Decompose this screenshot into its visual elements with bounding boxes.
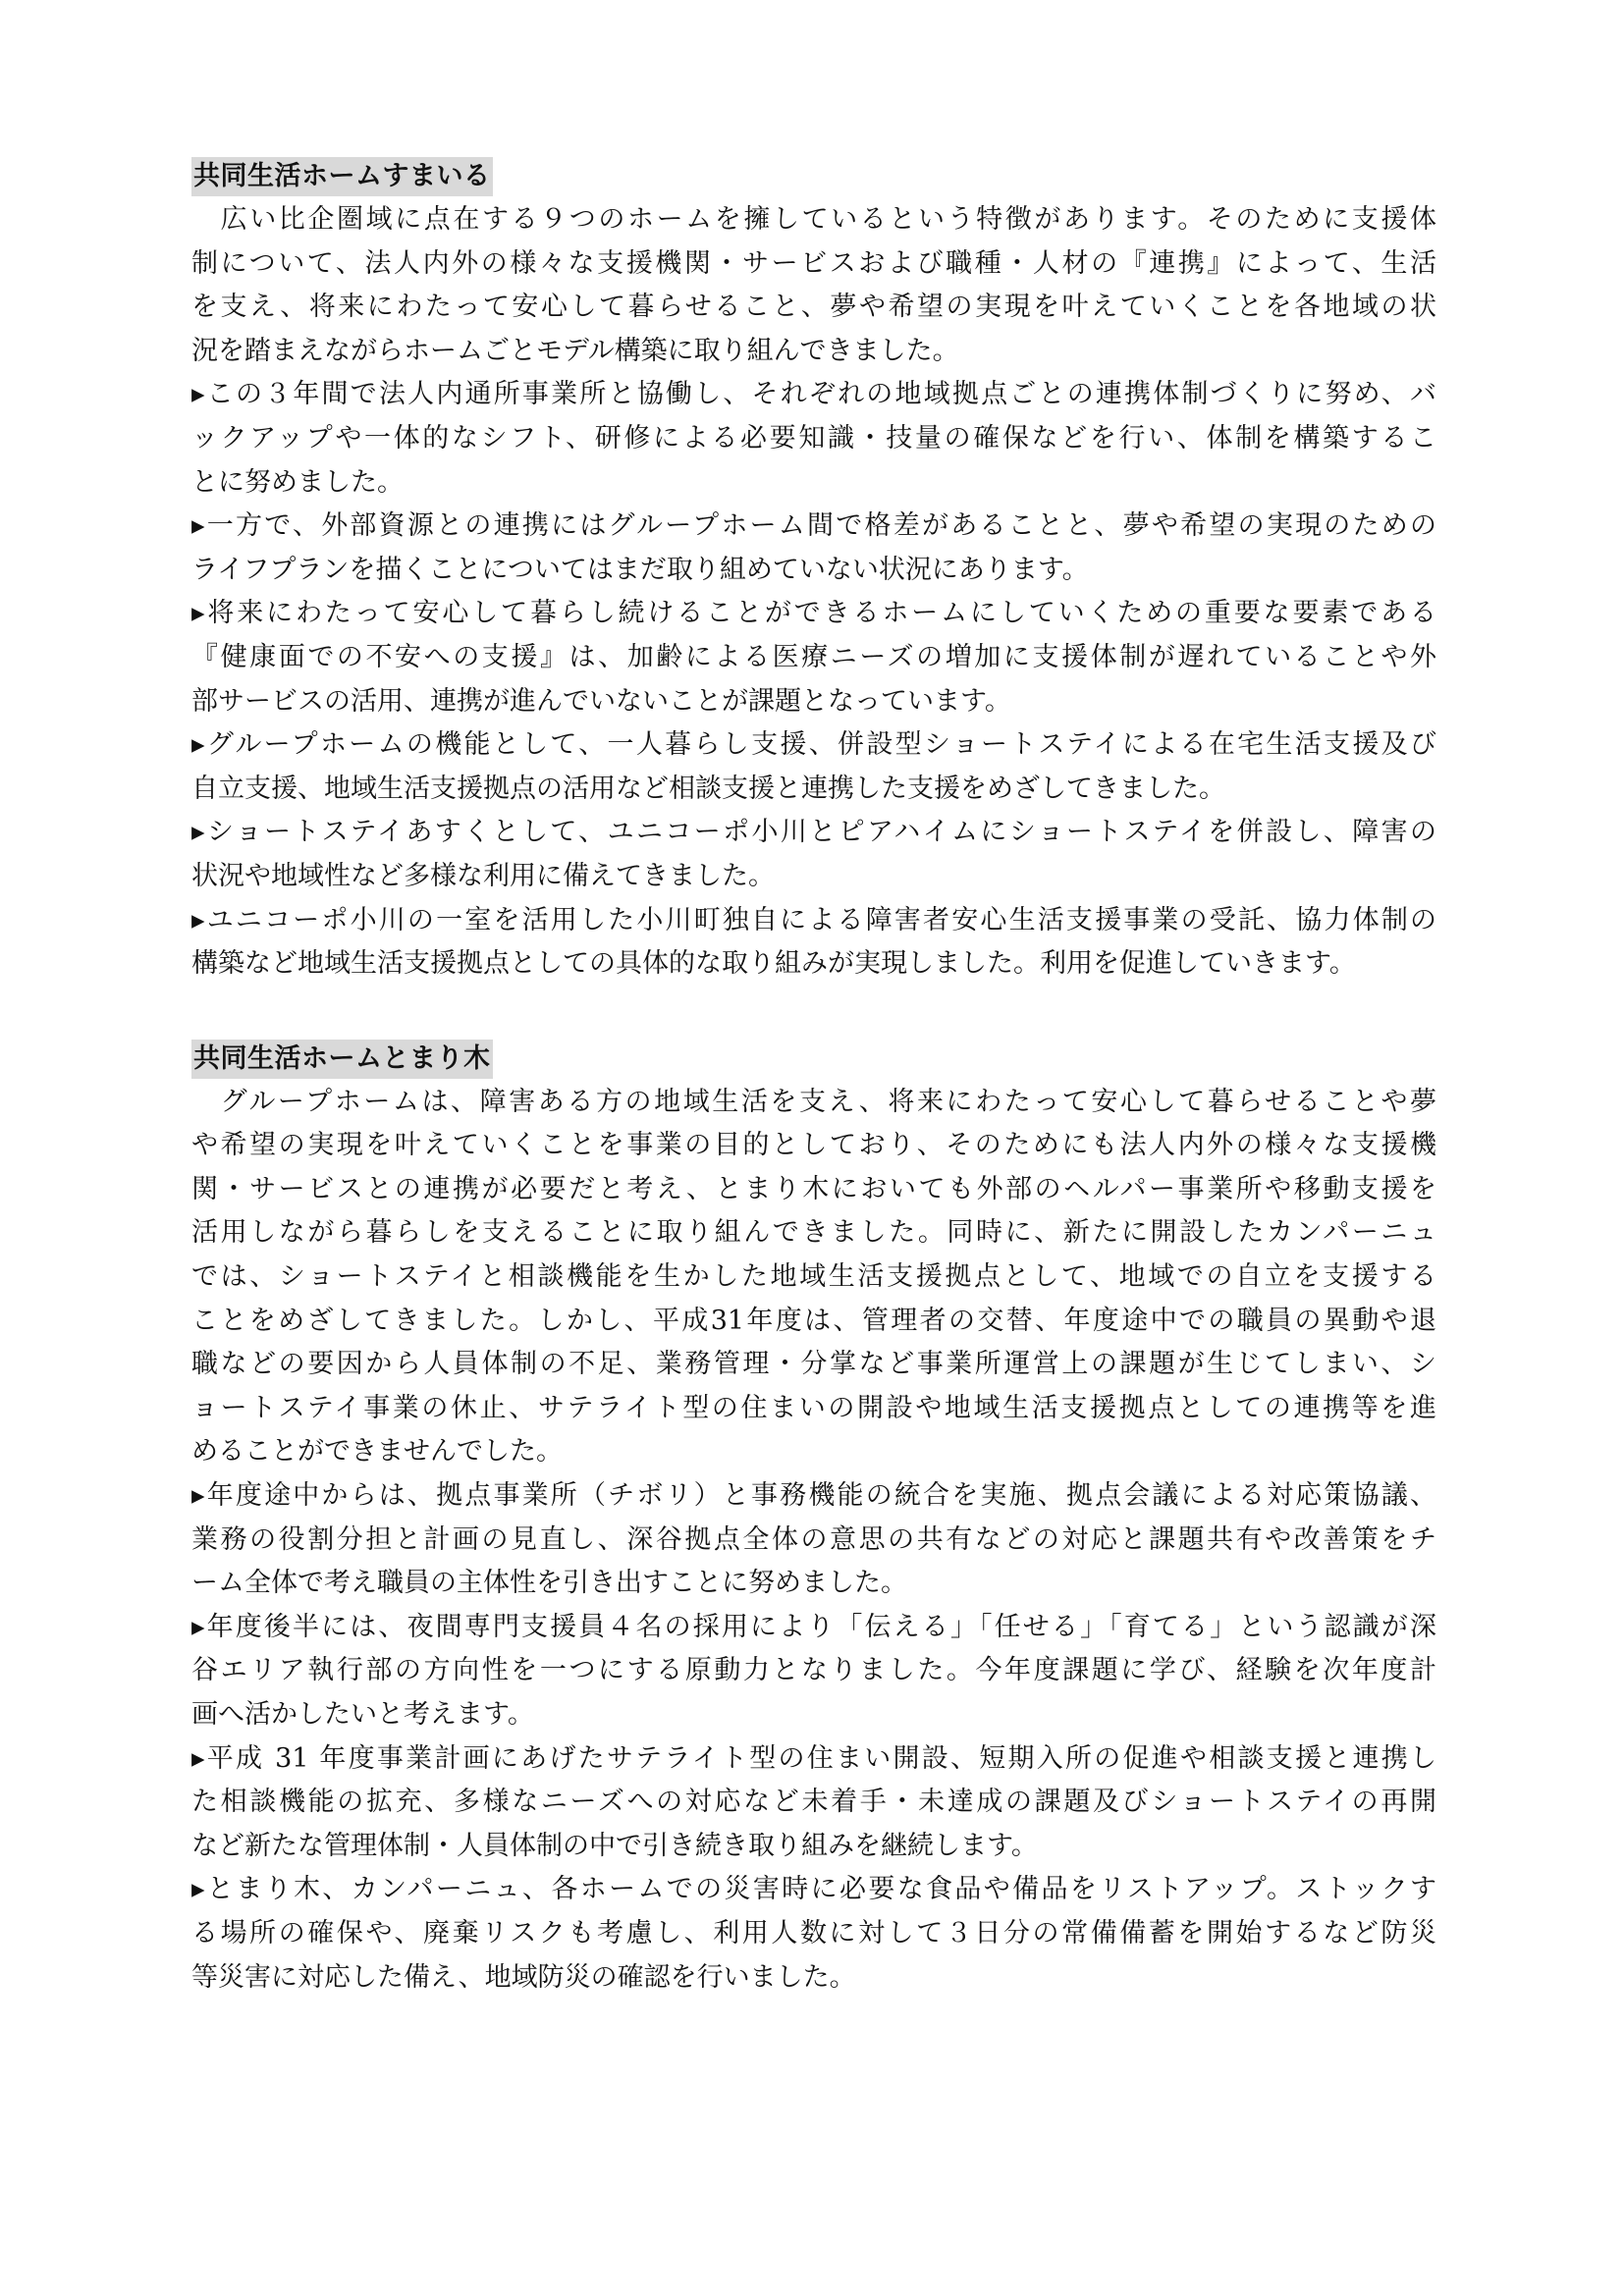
text-line: 業務の役割分担と計画の見直し、深谷拠点全体の意思の共有などの対応と課題共有や改善策をチ (191, 1523, 1436, 1555)
text-line: 自立支援、地域生活支援拠点の活用など相談支援と連携した支援をめざしてきました。 (191, 773, 1225, 804)
text-line: 『健康面での不安への支援』は、加齢による医療ニーズの増加に支援体制が遅れていることや外 (191, 641, 1436, 672)
text-line: めることができませんでした。 (191, 1436, 563, 1468)
text-line: 職などの要因から人員体制の不足、業務管理・分掌など事業所運営上の課題が生じてしまい、シ (191, 1349, 1436, 1380)
text-line: ▸ショートステイあすくとして、ユニコーポ小川とピアハイムにショートステイを併設し、障害の (191, 817, 1436, 848)
text-line: 広い比企圏域に点在する９つのホームを擁しているという特徴があります。そのために支援体 (191, 204, 1436, 235)
section-sumairu (191, 157, 1436, 987)
text-line: ョートステイ事業の休止、サテライト型の住まいの開設や地域生活支援拠点としての連携等を進 (191, 1392, 1436, 1423)
text-line: 画へ活かしたいと考えます。 (191, 1699, 534, 1730)
text-line: を支え、将来にわたって安心して暮らせること、夢や希望の実現を叶えていくことを各地域の状 (191, 292, 1436, 323)
text-line: た相談機能の拡充、多様なニーズへの対応など未着手・未達成の課題及びショートステイの再開 (191, 1787, 1436, 1818)
text-line: ▸この３年間で法人内通所事業所と協働し、それぞれの地域拠点ごとの連携体制づくりに努め、バ (191, 379, 1436, 410)
text-line: グループホームは、障害ある方の地域生活を支え、将来にわたって安心して暮らせることや夢 (191, 1086, 1436, 1117)
section-title: 共同生活ホームすまいる (191, 157, 493, 196)
text-line: ▸ユニコーポ小川の一室を活用した小川町独自による障害者安心生活支援事業の受託、協力体制の (191, 904, 1436, 935)
text-line: 関・サービスとの連携が必要だと考え、とまり木においても外部のヘルパー事業所や移動支援を (191, 1173, 1436, 1204)
section-title: 共同生活ホームとまり木 (191, 1040, 493, 1079)
text-line: 構築など地域生活支援拠点としての具体的な取り組みが実現しました。利用を促進していきます。 (191, 948, 1356, 980)
text-line: 部サービスの活用、連携が進んでいないことが課題となっています。 (191, 685, 1011, 717)
text-line: ▸年度途中からは、拠点事業所（チボリ）と事務機能の統合を実施、拠点会議による対応策協議、 (191, 1480, 1436, 1512)
text-line: ライフプランを描くことについてはまだ取り組めていない状況にあります。 (191, 554, 1089, 585)
text-line: る場所の確保や、廃棄リスクも考慮し、利用人数に対して３日分の常備備蓄を開始するなど防災 (191, 1917, 1436, 1949)
text-line: では、ショートステイと相談機能を生かした地域生活支援拠点として、地域での自立を支援する (191, 1261, 1436, 1293)
text-line: や希望の実現を叶えていくことを事業の目的としており、そのためにも法人内外の様々な支援機 (191, 1130, 1436, 1161)
text-line: ーム全体で考え職員の主体性を引き出すことに努めました。 (191, 1568, 907, 1599)
text-line: ▸一方で、外部資源との連携にはグループホーム間で格差があることと、夢や希望の実現のための (191, 510, 1436, 542)
text-line: 状況や地域性など多様な利用に備えてきました。 (191, 860, 775, 891)
text-line: ▸グループホームの機能として、一人暮らし支援、併設型ショートステイによる在宅生活支援及び (191, 729, 1436, 761)
text-line: 等災害に対応した備え、地域防災の確認を行いました。 (191, 1961, 856, 1993)
text-line: ▸将来にわたって安心して暮らし続けることができるホームにしていくための重要な要素である (191, 598, 1436, 629)
text-line: 活用しながら暮らしを支えることに取り組んできました。同時に、新たに開設したカンパーニュ (191, 1217, 1436, 1249)
text-line: ックアップや一体的なシフト、研修による必要知識・技量の確保などを行い、体制を構築するこ (191, 422, 1436, 454)
text-line: ことをめざしてきました。しかし、平成31年度は、管理者の交替、年度途中での職員の異動や退 (191, 1305, 1436, 1336)
text-line: ▸とまり木、カンパーニュ、各ホームでの災害時に必要な食品や備品をリストアップ。ストックす (191, 1874, 1436, 1905)
text-line: 制について、法人内外の様々な支援機関・サービスおよび職種・人材の『連携』によって、生活 (191, 247, 1436, 279)
text-line: 況を踏まえながらホームごとモデル構築に取り組んできました。 (191, 335, 959, 366)
text-line: 谷エリア執行部の方向性を一つにする原動力となりました。今年度課題に学び、経験を次年度計 (191, 1655, 1436, 1686)
text-line: など新たな管理体制・人員体制の中で引き続き取り組みを継続します。 (191, 1830, 1038, 1861)
section-body (191, 1081, 1436, 2000)
section-tomarigi (191, 1040, 1436, 2000)
text-line: ▸年度後半には、夜間専門支援員４名の採用により「伝える」「任せる」「育てる」という認識が深 (191, 1611, 1436, 1642)
text-line: ▸平成 31 年度事業計画にあげたサテライト型の住まい開設、短期入所の促進や相談支援と連携し (191, 1742, 1436, 1774)
document-page (191, 157, 1436, 2000)
section-body (191, 198, 1436, 987)
text-line: とに努めました。 (191, 466, 404, 498)
